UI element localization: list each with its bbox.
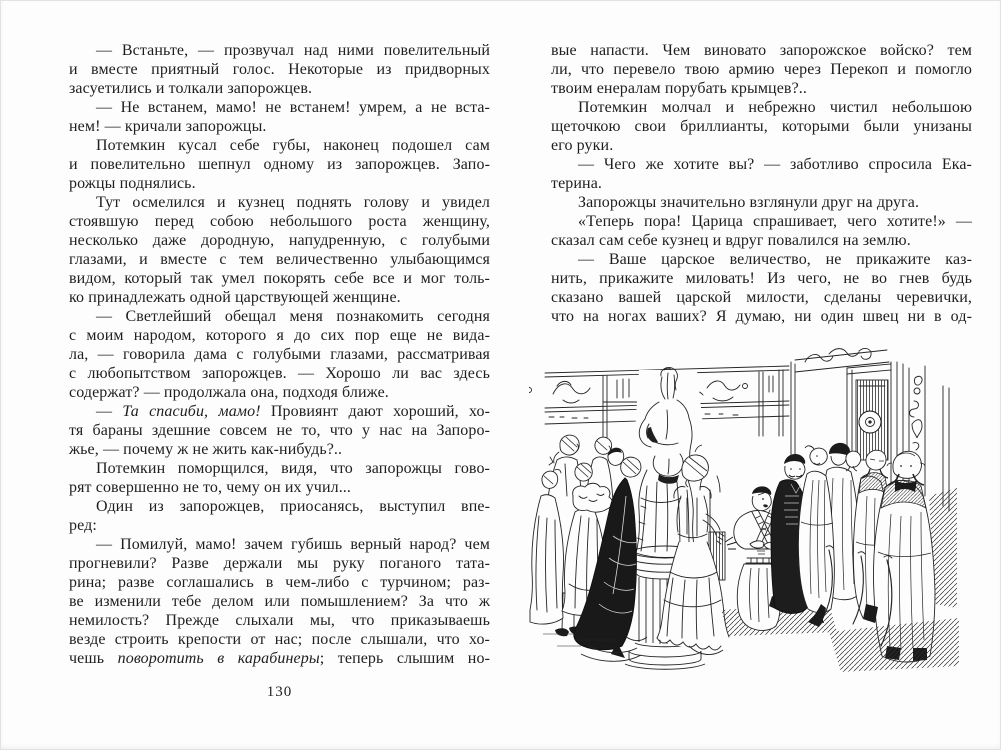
text-line: с любопытством запорожцев. — Хорошо ли вас здесь xyxy=(69,365,490,382)
text-line: и повелительно шепнул одному из запорожцев. Запо- xyxy=(69,156,490,173)
text-line: прогневили? Разве держали мы руку поганого тата- xyxy=(69,555,490,572)
text-line: ко принадлежать одной царствующей женщине. xyxy=(69,289,401,306)
text-line: засуетились и толкали запорожцев. xyxy=(69,80,313,97)
text-line: его руки. xyxy=(551,137,614,154)
text-line: — Не встанем, мамо! не встанем! умрем, а не вста- xyxy=(96,99,490,116)
text-line: и вместе приятный голос. Некоторые из придворных xyxy=(69,61,490,78)
text-line: видом, который так умел покорять себе все и мог толь- xyxy=(69,270,490,287)
text-line: нем! — кричали запорожцы. xyxy=(69,118,267,135)
text-line: Тут осмелился и кузнец поднять голову и увидел xyxy=(96,194,490,211)
text-line: ве изменили тебе делом или помышлением? За что ж xyxy=(69,593,490,610)
text-line: Потемкин молчал и небрежно чистил небольшою xyxy=(578,99,972,116)
text-line: — Та спасиби, мамо! Провиянт дают хороший, хо- xyxy=(96,403,490,420)
text-line: ли, что перевело твою армию через Перекоп и помогло xyxy=(551,61,972,78)
text-line: Потемкин поморщился, видя, что запорожцы гово- xyxy=(96,460,490,477)
text-line: нить, прикажите миловать! Из чего, не во гнев будь xyxy=(551,270,972,287)
text-line: Потемкин кусал себе губы, наконец подошел сам xyxy=(96,137,490,154)
text-line: с моим народом, которого я до сих пор еще не вида- xyxy=(69,327,490,344)
text-line: глазами, и вместе с тем величественно улыбающимся xyxy=(69,251,490,268)
page-number: 130 xyxy=(266,684,293,700)
text-line: содержат? — продолжала она, подходя ближе. xyxy=(69,384,389,401)
text-line: — Ваше царское величество, не прикажите каз- xyxy=(578,251,972,268)
text-line: — Помилуй, мамо! зачем губишь верный народ? чем xyxy=(96,536,490,553)
text-line: чешь поворотить в карабинеры; теперь слышим но- xyxy=(69,650,491,667)
text-line: ред: xyxy=(69,517,97,534)
text-line: сказано вашей царской милости, сделаны черевички, xyxy=(551,289,972,306)
text-line: везде строить крепости от нас; после слышали, что хо- xyxy=(69,631,490,648)
text-line: — Чего же хотите вы? — заботливо спросила Ека- xyxy=(578,156,972,173)
text-line: сказал сам себе кузнец и вдруг повалился на землю. xyxy=(551,232,911,249)
text-line: терина. xyxy=(551,175,603,192)
text-line: рина; разве соглашались в чем-либо с турчином; раз- xyxy=(69,574,490,591)
text-line: щеточкою свои бриллианты, которыми были унизаны xyxy=(551,118,972,135)
text-line: — Встаньте, — прозвучал над ними повелительный xyxy=(96,42,490,59)
text-line: Запорожцы значительно взглянули друг на друга. xyxy=(578,194,920,211)
text-line: твоим енералам порубать крымцев?.. xyxy=(551,80,807,97)
text-line: немилость? Прежде слыхали мы, что приказываешь xyxy=(69,612,490,629)
text-line: тя бараны здешние совсем не то, что у нас на Запоро- xyxy=(69,422,490,439)
text-line: стоявшую перед собою небольшого роста женщину, xyxy=(69,213,490,230)
text-line: — Светлейший обещал меня познакомить сегодня xyxy=(96,308,490,325)
text-line: рожцы поднялись. xyxy=(69,175,196,192)
left-page-text xyxy=(69,41,490,668)
text-line: Один из запорожцев, приосанясь, выступил впе- xyxy=(96,498,490,515)
right-page-text xyxy=(551,41,972,326)
text-line: рят совершенно не то, чему он их учил... xyxy=(69,479,351,496)
text-line: ла, — говорила дама с голубыми глазами, рассматривая xyxy=(69,346,490,363)
text-line: «Теперь пора! Царица спрашивает, чего хотите!» — xyxy=(578,213,972,230)
vakula-before-empress-illustration xyxy=(529,346,959,681)
text-line: жье, — почему ж не жить как-нибудь?.. xyxy=(69,441,343,458)
text-line: несколько даже дородную, напудренную, с голубыми xyxy=(69,232,490,249)
text-line: вые напасти. Чем виновато запорожское войско? тем xyxy=(551,42,972,59)
text-line: что на ногах ваших? Я думаю, ни один швец ни в од- xyxy=(551,308,972,325)
